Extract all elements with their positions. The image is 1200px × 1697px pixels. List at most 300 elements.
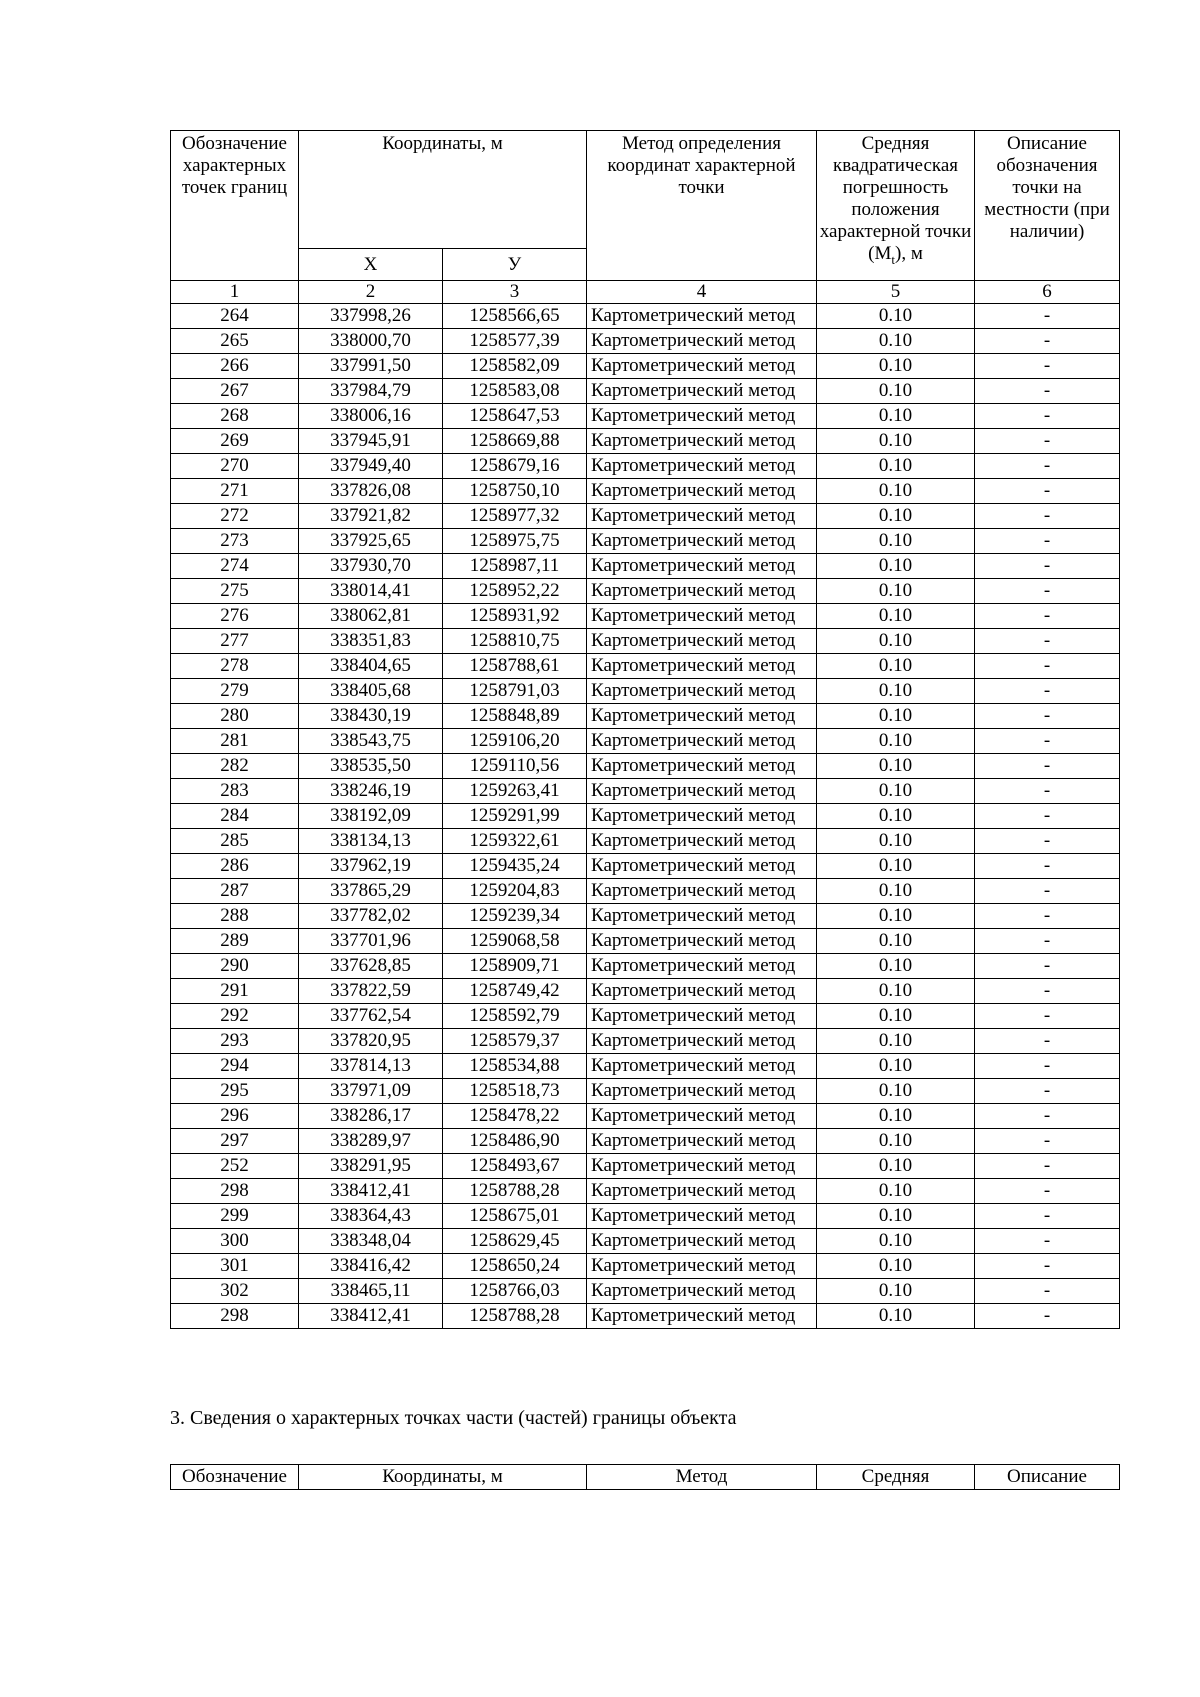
mean-error-cell: 0.10 <box>817 304 975 329</box>
mean-error-cell: 0.10 <box>817 679 975 704</box>
point-id-cell: 272 <box>171 504 299 529</box>
description-cell: - <box>975 1129 1120 1154</box>
table-row <box>171 504 1120 529</box>
point-id-cell: 292 <box>171 1004 299 1029</box>
table-row <box>171 1129 1120 1154</box>
x-coordinate-cell: 338006,16 <box>299 404 443 429</box>
method-cell: Картометрический метод <box>587 1004 817 1029</box>
header-x: Х <box>299 249 443 281</box>
method-cell: Картометрический метод <box>587 829 817 854</box>
point-id-cell: 266 <box>171 354 299 379</box>
y-coordinate-cell: 1259204,83 <box>443 879 587 904</box>
description-cell: - <box>975 1204 1120 1229</box>
description-cell: - <box>975 404 1120 429</box>
table-row <box>171 804 1120 829</box>
table-row <box>171 1279 1120 1304</box>
method-cell: Картометрический метод <box>587 1204 817 1229</box>
point-id-cell: 296 <box>171 1104 299 1129</box>
x-coordinate-cell: 337782,02 <box>299 904 443 929</box>
table-row <box>171 579 1120 604</box>
mean-error-cell: 0.10 <box>817 329 975 354</box>
table-row <box>171 429 1120 454</box>
mean-error-cell: 0.10 <box>817 1304 975 1329</box>
x-coordinate-cell: 338364,43 <box>299 1204 443 1229</box>
y-coordinate-cell: 1258577,39 <box>443 329 587 354</box>
method-cell: Картометрический метод <box>587 329 817 354</box>
table-row <box>171 1004 1120 1029</box>
x-coordinate-cell: 337921,82 <box>299 504 443 529</box>
column-number: 2 <box>299 281 443 304</box>
header-mean-error-unit: ), м <box>895 243 923 264</box>
method-cell: Картометрический метод <box>587 954 817 979</box>
point-id-cell: 265 <box>171 329 299 354</box>
table-row <box>171 754 1120 779</box>
x-coordinate-cell: 338286,17 <box>299 1104 443 1129</box>
point-id-cell: 301 <box>171 1254 299 1279</box>
point-id-cell: 252 <box>171 1154 299 1179</box>
section-3-title: 3. Сведения о характерных точках части (частей) границы объекта <box>170 1407 737 1429</box>
method-cell: Картометрический метод <box>587 1304 817 1329</box>
mean-error-cell: 0.10 <box>817 729 975 754</box>
method-cell: Картометрический метод <box>587 804 817 829</box>
x-coordinate-cell: 338014,41 <box>299 579 443 604</box>
y-coordinate-cell: 1258848,89 <box>443 704 587 729</box>
table-row <box>171 1304 1120 1329</box>
point-id-cell: 268 <box>171 404 299 429</box>
mean-error-cell: 0.10 <box>817 429 975 454</box>
y-coordinate-cell: 1259239,34 <box>443 904 587 929</box>
description-cell: - <box>975 704 1120 729</box>
y-coordinate-cell: 1259110,56 <box>443 754 587 779</box>
table-row <box>171 654 1120 679</box>
x-coordinate-cell: 338416,42 <box>299 1254 443 1279</box>
method-cell: Картометрический метод <box>587 754 817 779</box>
x-coordinate-cell: 337945,91 <box>299 429 443 454</box>
y-coordinate-cell: 1258975,75 <box>443 529 587 554</box>
mean-error-cell: 0.10 <box>817 629 975 654</box>
mean-error-cell: 0.10 <box>817 904 975 929</box>
y-coordinate-cell: 1258750,10 <box>443 479 587 504</box>
mean-error-cell: 0.10 <box>817 504 975 529</box>
mean-error-cell: 0.10 <box>817 979 975 1004</box>
point-id-cell: 294 <box>171 1054 299 1079</box>
table-row <box>171 979 1120 1004</box>
description-cell: - <box>975 904 1120 929</box>
description-cell: - <box>975 604 1120 629</box>
x-coordinate-cell: 337930,70 <box>299 554 443 579</box>
description-cell: - <box>975 454 1120 479</box>
table-row <box>171 354 1120 379</box>
method-cell: Картометрический метод <box>587 679 817 704</box>
method-cell: Картометрический метод <box>587 1104 817 1129</box>
table-row <box>171 529 1120 554</box>
description-cell: - <box>975 554 1120 579</box>
mean-error-cell: 0.10 <box>817 1254 975 1279</box>
description-cell: - <box>975 1054 1120 1079</box>
table-row <box>171 1179 1120 1204</box>
mean-error-cell: 0.10 <box>817 929 975 954</box>
description-cell: - <box>975 504 1120 529</box>
x-coordinate-cell: 338289,97 <box>299 1129 443 1154</box>
point-id-cell: 300 <box>171 1229 299 1254</box>
description-cell: - <box>975 654 1120 679</box>
x-coordinate-cell: 337991,50 <box>299 354 443 379</box>
y-coordinate-cell: 1258749,42 <box>443 979 587 1004</box>
method-cell: Картометрический метод <box>587 1154 817 1179</box>
y-coordinate-cell: 1259068,58 <box>443 929 587 954</box>
part-header-designation: Обозначение <box>171 1465 299 1490</box>
description-cell: - <box>975 679 1120 704</box>
description-cell: - <box>975 1229 1120 1254</box>
y-coordinate-cell: 1258518,73 <box>443 1079 587 1104</box>
part-header-mean-error: Средняя <box>817 1465 975 1490</box>
mean-error-cell: 0.10 <box>817 879 975 904</box>
mean-error-cell: 0.10 <box>817 454 975 479</box>
part-points-table <box>170 1464 1120 1490</box>
description-cell: - <box>975 854 1120 879</box>
y-coordinate-cell: 1258977,32 <box>443 504 587 529</box>
header-mean-error-subscript: t <box>891 251 896 267</box>
table-row <box>171 329 1120 354</box>
method-cell: Картометрический метод <box>587 429 817 454</box>
description-cell: - <box>975 479 1120 504</box>
table-row <box>171 454 1120 479</box>
mean-error-cell: 0.10 <box>817 704 975 729</box>
point-id-cell: 289 <box>171 929 299 954</box>
x-coordinate-cell: 338348,04 <box>299 1229 443 1254</box>
description-cell: - <box>975 354 1120 379</box>
mean-error-cell: 0.10 <box>817 779 975 804</box>
point-id-cell: 297 <box>171 1129 299 1154</box>
header-method: Метод определения координат характерной точки <box>587 131 817 281</box>
x-coordinate-cell: 337925,65 <box>299 529 443 554</box>
method-cell: Картометрический метод <box>587 979 817 1004</box>
y-coordinate-cell: 1259291,99 <box>443 804 587 829</box>
table-row <box>171 854 1120 879</box>
mean-error-cell: 0.10 <box>817 1079 975 1104</box>
y-coordinate-cell: 1258592,79 <box>443 1004 587 1029</box>
x-coordinate-cell: 338000,70 <box>299 329 443 354</box>
description-cell: - <box>975 1029 1120 1054</box>
method-cell: Картометрический метод <box>587 579 817 604</box>
description-cell: - <box>975 1254 1120 1279</box>
table-row <box>171 904 1120 929</box>
header-coordinates: Координаты, м <box>299 131 587 249</box>
method-cell: Картометрический метод <box>587 704 817 729</box>
table-row <box>171 1054 1120 1079</box>
table-row <box>171 404 1120 429</box>
x-coordinate-cell: 337826,08 <box>299 479 443 504</box>
point-id-cell: 279 <box>171 679 299 704</box>
method-cell: Картометрический метод <box>587 479 817 504</box>
description-cell: - <box>975 779 1120 804</box>
mean-error-cell: 0.10 <box>817 1054 975 1079</box>
x-coordinate-cell: 337962,19 <box>299 854 443 879</box>
table-row <box>171 1154 1120 1179</box>
table-row <box>171 704 1120 729</box>
header-mean-error <box>817 131 975 281</box>
method-cell: Картометрический метод <box>587 554 817 579</box>
x-coordinate-cell: 337701,96 <box>299 929 443 954</box>
method-cell: Картометрический метод <box>587 379 817 404</box>
point-id-cell: 269 <box>171 429 299 454</box>
description-cell: - <box>975 754 1120 779</box>
y-coordinate-cell: 1258579,37 <box>443 1029 587 1054</box>
mean-error-cell: 0.10 <box>817 829 975 854</box>
point-id-cell: 274 <box>171 554 299 579</box>
point-id-cell: 277 <box>171 629 299 654</box>
method-cell: Картометрический метод <box>587 854 817 879</box>
y-coordinate-cell: 1259322,61 <box>443 829 587 854</box>
point-id-cell: 284 <box>171 804 299 829</box>
x-coordinate-cell: 337971,09 <box>299 1079 443 1104</box>
mean-error-cell: 0.10 <box>817 354 975 379</box>
description-cell: - <box>975 804 1120 829</box>
point-id-cell: 293 <box>171 1029 299 1054</box>
method-cell: Картометрический метод <box>587 604 817 629</box>
y-coordinate-cell: 1258952,22 <box>443 579 587 604</box>
point-id-cell: 298 <box>171 1179 299 1204</box>
column-number: 6 <box>975 281 1120 304</box>
table-row <box>171 479 1120 504</box>
y-coordinate-cell: 1258931,92 <box>443 604 587 629</box>
method-cell: Картометрический метод <box>587 1279 817 1304</box>
x-coordinate-cell: 338412,41 <box>299 1304 443 1329</box>
description-cell: - <box>975 1079 1120 1104</box>
table-row <box>171 1029 1120 1054</box>
x-coordinate-cell: 337628,85 <box>299 954 443 979</box>
mean-error-cell: 0.10 <box>817 529 975 554</box>
mean-error-cell: 0.10 <box>817 554 975 579</box>
method-cell: Картометрический метод <box>587 904 817 929</box>
description-cell: - <box>975 1179 1120 1204</box>
description-cell: - <box>975 429 1120 454</box>
part-header-coordinates: Координаты, м <box>299 1465 587 1490</box>
y-coordinate-cell: 1258650,24 <box>443 1254 587 1279</box>
part-header-description: Описание <box>975 1465 1120 1490</box>
description-cell: - <box>975 1279 1120 1304</box>
point-id-cell: 281 <box>171 729 299 754</box>
point-id-cell: 278 <box>171 654 299 679</box>
part-header-method: Метод <box>587 1465 817 1490</box>
table-row <box>171 304 1120 329</box>
x-coordinate-cell: 338543,75 <box>299 729 443 754</box>
description-cell: - <box>975 1304 1120 1329</box>
y-coordinate-cell: 1258669,88 <box>443 429 587 454</box>
table-row <box>171 679 1120 704</box>
column-number: 3 <box>443 281 587 304</box>
table-row <box>171 954 1120 979</box>
x-coordinate-cell: 338430,19 <box>299 704 443 729</box>
mean-error-cell: 0.10 <box>817 1179 975 1204</box>
header-point-designation: Обозначение характерных точек границ <box>171 131 299 281</box>
table-row <box>171 379 1120 404</box>
method-cell: Картометрический метод <box>587 729 817 754</box>
header-mean-error-text: Средняя квадратическая погрешность положения характерной точки (М <box>819 133 972 264</box>
x-coordinate-cell: 338404,65 <box>299 654 443 679</box>
table-row <box>171 554 1120 579</box>
x-coordinate-cell: 338412,41 <box>299 1179 443 1204</box>
table-row <box>171 729 1120 754</box>
y-coordinate-cell: 1258583,08 <box>443 379 587 404</box>
point-id-cell: 298 <box>171 1304 299 1329</box>
method-cell: Картометрический метод <box>587 1179 817 1204</box>
mean-error-cell: 0.10 <box>817 854 975 879</box>
y-coordinate-cell: 1258647,53 <box>443 404 587 429</box>
point-id-cell: 287 <box>171 879 299 904</box>
y-coordinate-cell: 1258987,11 <box>443 554 587 579</box>
y-coordinate-cell: 1258679,16 <box>443 454 587 479</box>
y-coordinate-cell: 1258788,61 <box>443 654 587 679</box>
x-coordinate-cell: 337822,59 <box>299 979 443 1004</box>
method-cell: Картометрический метод <box>587 929 817 954</box>
mean-error-cell: 0.10 <box>817 379 975 404</box>
mean-error-cell: 0.10 <box>817 404 975 429</box>
table-row <box>171 604 1120 629</box>
table-row <box>171 1079 1120 1104</box>
method-cell: Картометрический метод <box>587 1029 817 1054</box>
description-cell: - <box>975 954 1120 979</box>
point-id-cell: 276 <box>171 604 299 629</box>
header-y: У <box>443 249 587 281</box>
point-id-cell: 286 <box>171 854 299 879</box>
y-coordinate-cell: 1258675,01 <box>443 1204 587 1229</box>
x-coordinate-cell: 337949,40 <box>299 454 443 479</box>
x-coordinate-cell: 337814,13 <box>299 1054 443 1079</box>
x-coordinate-cell: 338062,81 <box>299 604 443 629</box>
y-coordinate-cell: 1258493,67 <box>443 1154 587 1179</box>
point-id-cell: 290 <box>171 954 299 979</box>
table-row <box>171 1229 1120 1254</box>
x-coordinate-cell: 338351,83 <box>299 629 443 654</box>
point-id-cell: 267 <box>171 379 299 404</box>
x-coordinate-cell: 338134,13 <box>299 829 443 854</box>
table-body <box>171 304 1120 1329</box>
y-coordinate-cell: 1258791,03 <box>443 679 587 704</box>
point-id-cell: 288 <box>171 904 299 929</box>
x-coordinate-cell: 337820,95 <box>299 1029 443 1054</box>
method-cell: Картометрический метод <box>587 779 817 804</box>
y-coordinate-cell: 1259435,24 <box>443 854 587 879</box>
mean-error-cell: 0.10 <box>817 1029 975 1054</box>
description-cell: - <box>975 1004 1120 1029</box>
header-description: Описание обозначения точки на местности (при наличии) <box>975 131 1120 281</box>
x-coordinate-cell: 337865,29 <box>299 879 443 904</box>
x-coordinate-cell: 338465,11 <box>299 1279 443 1304</box>
description-cell: - <box>975 579 1120 604</box>
mean-error-cell: 0.10 <box>817 1229 975 1254</box>
x-coordinate-cell: 338246,19 <box>299 779 443 804</box>
method-cell: Картометрический метод <box>587 1229 817 1254</box>
point-id-cell: 302 <box>171 1279 299 1304</box>
description-cell: - <box>975 379 1120 404</box>
boundary-points-table <box>170 130 1120 1329</box>
method-cell: Картометрический метод <box>587 1129 817 1154</box>
y-coordinate-cell: 1258478,22 <box>443 1104 587 1129</box>
x-coordinate-cell: 337762,54 <box>299 1004 443 1029</box>
mean-error-cell: 0.10 <box>817 604 975 629</box>
point-id-cell: 291 <box>171 979 299 1004</box>
table-row <box>171 779 1120 804</box>
y-coordinate-cell: 1259263,41 <box>443 779 587 804</box>
point-id-cell: 270 <box>171 454 299 479</box>
y-coordinate-cell: 1258534,88 <box>443 1054 587 1079</box>
y-coordinate-cell: 1258582,09 <box>443 354 587 379</box>
description-cell: - <box>975 304 1120 329</box>
table-row <box>171 929 1120 954</box>
method-cell: Картометрический метод <box>587 354 817 379</box>
column-number: 1 <box>171 281 299 304</box>
x-coordinate-cell: 338291,95 <box>299 1154 443 1179</box>
y-coordinate-cell: 1258909,71 <box>443 954 587 979</box>
y-coordinate-cell: 1259106,20 <box>443 729 587 754</box>
point-id-cell: 275 <box>171 579 299 604</box>
mean-error-cell: 0.10 <box>817 1154 975 1179</box>
method-cell: Картометрический метод <box>587 1254 817 1279</box>
mean-error-cell: 0.10 <box>817 1204 975 1229</box>
table-row <box>171 1254 1120 1279</box>
x-coordinate-cell: 338405,68 <box>299 679 443 704</box>
method-cell: Картометрический метод <box>587 1054 817 1079</box>
mean-error-cell: 0.10 <box>817 1004 975 1029</box>
point-id-cell: 282 <box>171 754 299 779</box>
x-coordinate-cell: 337984,79 <box>299 379 443 404</box>
method-cell: Картометрический метод <box>587 404 817 429</box>
y-coordinate-cell: 1258788,28 <box>443 1179 587 1204</box>
mean-error-cell: 0.10 <box>817 1104 975 1129</box>
y-coordinate-cell: 1258486,90 <box>443 1129 587 1154</box>
y-coordinate-cell: 1258810,75 <box>443 629 587 654</box>
description-cell: - <box>975 829 1120 854</box>
description-cell: - <box>975 629 1120 654</box>
column-numbers-row <box>171 281 1120 304</box>
x-coordinate-cell: 338192,09 <box>299 804 443 829</box>
table-row <box>171 829 1120 854</box>
point-id-cell: 285 <box>171 829 299 854</box>
y-coordinate-cell: 1258766,03 <box>443 1279 587 1304</box>
x-coordinate-cell: 337998,26 <box>299 304 443 329</box>
method-cell: Картометрический метод <box>587 1079 817 1104</box>
method-cell: Картометрический метод <box>587 529 817 554</box>
part-table-header-row <box>171 1465 1120 1490</box>
point-id-cell: 283 <box>171 779 299 804</box>
method-cell: Картометрический метод <box>587 879 817 904</box>
x-coordinate-cell: 338535,50 <box>299 754 443 779</box>
point-id-cell: 271 <box>171 479 299 504</box>
mean-error-cell: 0.10 <box>817 579 975 604</box>
description-cell: - <box>975 1104 1120 1129</box>
mean-error-cell: 0.10 <box>817 1279 975 1304</box>
table-row <box>171 1204 1120 1229</box>
description-cell: - <box>975 329 1120 354</box>
point-id-cell: 264 <box>171 304 299 329</box>
description-cell: - <box>975 729 1120 754</box>
method-cell: Картометрический метод <box>587 304 817 329</box>
column-number: 4 <box>587 281 817 304</box>
table-row <box>171 1104 1120 1129</box>
method-cell: Картометрический метод <box>587 454 817 479</box>
table-row <box>171 629 1120 654</box>
method-cell: Картометрический метод <box>587 654 817 679</box>
mean-error-cell: 0.10 <box>817 954 975 979</box>
method-cell: Картометрический метод <box>587 504 817 529</box>
description-cell: - <box>975 1154 1120 1179</box>
description-cell: - <box>975 879 1120 904</box>
y-coordinate-cell: 1258629,45 <box>443 1229 587 1254</box>
mean-error-cell: 0.10 <box>817 1129 975 1154</box>
y-coordinate-cell: 1258566,65 <box>443 304 587 329</box>
description-cell: - <box>975 529 1120 554</box>
